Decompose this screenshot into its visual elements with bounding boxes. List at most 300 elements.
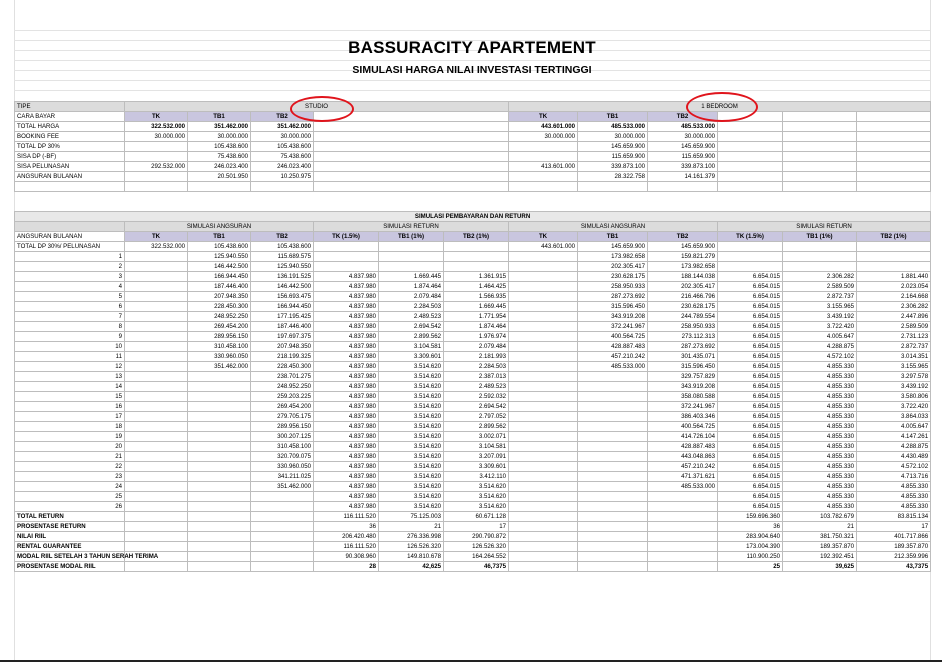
- table-cell: 1.874.464: [444, 322, 509, 332]
- table-cell: 273.112.313: [648, 332, 718, 342]
- table-cell: 4.837.980: [314, 442, 379, 452]
- table-cell: 6.654.015: [718, 342, 783, 352]
- table-cell: 248.952.250: [251, 382, 314, 392]
- spacer-cell: [857, 162, 931, 172]
- table-cell: [509, 442, 578, 452]
- table-cell: 4.572.102: [783, 352, 857, 362]
- table-cell: 6.654.015: [718, 292, 783, 302]
- table-cell: 166.944.450: [188, 272, 251, 282]
- table-row: [15, 392, 931, 402]
- bedroom-value: [509, 142, 578, 152]
- row-label: 7: [15, 312, 125, 322]
- summary-value: 25: [718, 562, 783, 572]
- bedroom-value: 485.533.000: [648, 122, 718, 132]
- studio-header: STUDIO: [125, 102, 509, 112]
- table-cell: 4.855.330: [783, 482, 857, 492]
- table-cell: 1.771.954: [444, 312, 509, 322]
- table-cell: 485.533.000: [648, 482, 718, 492]
- table-cell: [188, 442, 251, 452]
- summary-value: 60.671.128: [444, 512, 509, 522]
- highlight-circle-studio: [290, 96, 354, 122]
- table-cell: [509, 362, 578, 372]
- table-cell: [188, 392, 251, 402]
- column-header: TB1: [578, 232, 648, 242]
- spacer-cell: [509, 542, 578, 552]
- studio-value: 322.532.000: [125, 122, 188, 132]
- studio-value: 351.462.000: [251, 122, 314, 132]
- table-cell: 146.442.500: [188, 262, 251, 272]
- row-label: 4: [15, 282, 125, 292]
- table-cell: 197.697.375: [251, 332, 314, 342]
- table-cell: [125, 382, 188, 392]
- table-cell: 330.960.050: [188, 352, 251, 362]
- table-cell: 3.439.192: [783, 312, 857, 322]
- table-cell: 6.654.015: [718, 352, 783, 362]
- table-cell: 414.726.104: [648, 432, 718, 442]
- table-cell: 329.757.829: [648, 372, 718, 382]
- spacer-cell: [578, 532, 648, 542]
- bedroom-value: TK: [509, 112, 578, 122]
- row-label: 22: [15, 462, 125, 472]
- table-cell: 3.014.351: [857, 352, 931, 362]
- spacer-cell: [251, 532, 314, 542]
- section-title-row: [15, 212, 931, 222]
- summary-label: MODAL RIIL SETELAH 3 TAHUN SERAH TERIMA: [15, 552, 125, 562]
- row-label: 12: [15, 362, 125, 372]
- table-cell: 6.654.015: [718, 282, 783, 292]
- table-cell: 4.005.647: [783, 332, 857, 342]
- summary-value: 17: [857, 522, 931, 532]
- table-cell: 6.654.015: [718, 422, 783, 432]
- table-cell: 6.654.015: [718, 392, 783, 402]
- table-cell: 3.514.620: [444, 502, 509, 512]
- table-row: [15, 282, 931, 292]
- spacer-cell: [15, 182, 125, 192]
- studio-value: 105.438.600: [188, 142, 251, 152]
- table-cell: [509, 322, 578, 332]
- table-cell: 2.694.542: [444, 402, 509, 412]
- table-cell: [509, 262, 578, 272]
- spacer-cell: [783, 122, 857, 132]
- table-row: [15, 292, 931, 302]
- table-cell: [188, 382, 251, 392]
- spacer-cell: [578, 512, 648, 522]
- table-cell: 2.447.896: [857, 312, 931, 322]
- spacer-cell: [125, 182, 188, 192]
- row-label: 6: [15, 302, 125, 312]
- table-cell: 287.273.692: [648, 342, 718, 352]
- table-row: [15, 252, 931, 262]
- table-cell: 4.288.875: [783, 342, 857, 352]
- table-cell: 1.669.445: [379, 272, 444, 282]
- table-cell: 3.514.620: [379, 482, 444, 492]
- spacer-cell: [314, 132, 509, 142]
- table-cell: 315.596.450: [648, 362, 718, 372]
- table-cell: 3.514.620: [379, 362, 444, 372]
- column-header: TK (1.5%): [314, 232, 379, 242]
- bedroom-value: 30.000.000: [509, 132, 578, 142]
- table-cell: [125, 422, 188, 432]
- row-label: 9: [15, 332, 125, 342]
- table-cell: 177.195.425: [251, 312, 314, 322]
- studio-value: TB1: [188, 112, 251, 122]
- column-header: TB1 (1%): [379, 232, 444, 242]
- spacer-cell: [509, 182, 578, 192]
- table-cell: [125, 472, 188, 482]
- table-cell: 3.104.581: [444, 442, 509, 452]
- table-cell: [188, 502, 251, 512]
- table-cell: [509, 392, 578, 402]
- table-row: [15, 332, 931, 342]
- row-label: 19: [15, 432, 125, 442]
- table-cell: [188, 422, 251, 432]
- table-cell: [314, 252, 379, 262]
- table-cell: 2.023.054: [857, 282, 931, 292]
- table-cell: 2.872.737: [783, 292, 857, 302]
- table-cell: 4.855.330: [783, 372, 857, 382]
- table-cell: [578, 452, 648, 462]
- summary-row: [15, 562, 931, 572]
- table-cell: 4.837.980: [314, 312, 379, 322]
- table-cell: 4.288.875: [857, 442, 931, 452]
- table-cell: 4.855.330: [783, 402, 857, 412]
- table-cell: 2.731.123: [857, 332, 931, 342]
- table-cell: [125, 442, 188, 452]
- spacer-cell: [648, 562, 718, 572]
- table-cell: [188, 432, 251, 442]
- table-cell: [718, 242, 783, 252]
- spacer-cell: [783, 162, 857, 172]
- table-cell: [188, 492, 251, 502]
- summary-row: [15, 542, 931, 552]
- column-header: TB2: [648, 232, 718, 242]
- table-cell: [509, 252, 578, 262]
- bedroom-value: 115.659.900: [578, 152, 648, 162]
- row-label: 10: [15, 342, 125, 352]
- bedroom-value: 443.601.000: [509, 122, 578, 132]
- sim-angsuran-header: SIMULASI ANGSURAN: [509, 222, 718, 232]
- bedroom-value: 339.873.100: [578, 162, 648, 172]
- table-cell: 187.446.400: [188, 282, 251, 292]
- table-cell: 443.048.863: [648, 452, 718, 462]
- summary-value: 149.810.678: [379, 552, 444, 562]
- table-cell: 125.940.550: [188, 252, 251, 262]
- studio-value: 246.023.400: [251, 162, 314, 172]
- studio-value: 246.023.400: [188, 162, 251, 172]
- page-subtitle: SIMULASI HARGA NILAI INVESTASI TERTINGGI: [352, 64, 592, 76]
- spacer-cell: [857, 122, 931, 132]
- table-cell: [718, 252, 783, 262]
- column-header: TK (1.5%): [718, 232, 783, 242]
- table-row: [15, 262, 931, 272]
- table-cell: 310.458.100: [251, 442, 314, 452]
- spacer-cell: [718, 132, 783, 142]
- table-cell: 4.837.980: [314, 392, 379, 402]
- summary-value: 189.357.870: [857, 542, 931, 552]
- spacer-cell: [125, 512, 188, 522]
- table-cell: [125, 432, 188, 442]
- studio-value: 10.250.975: [251, 172, 314, 182]
- table-row: [15, 462, 931, 472]
- table-cell: 2.694.542: [379, 322, 444, 332]
- summary-value: 110.900.250: [718, 552, 783, 562]
- spacer-cell: [718, 152, 783, 162]
- bedroom-value: 28.322.758: [578, 172, 648, 182]
- table-cell: [188, 472, 251, 482]
- bedroom-value: 14.161.379: [648, 172, 718, 182]
- summary-row: [15, 552, 931, 562]
- price-table: [14, 101, 931, 192]
- table-cell: [509, 382, 578, 392]
- table-cell: 4.855.330: [783, 462, 857, 472]
- spacer-cell: [718, 182, 783, 192]
- table-cell: [578, 472, 648, 482]
- summary-row: [15, 512, 931, 522]
- table-cell: [125, 302, 188, 312]
- table-row: [15, 352, 931, 362]
- table-row: [15, 482, 931, 492]
- summary-value: 116.111.520: [314, 542, 379, 552]
- row-label: 23: [15, 472, 125, 482]
- table-cell: 4.837.980: [314, 282, 379, 292]
- table-cell: [783, 252, 857, 262]
- column-header: TB2 (1%): [444, 232, 509, 242]
- table-cell: [314, 242, 379, 252]
- summary-value: 401.717.866: [857, 532, 931, 542]
- table-cell: 4.837.980: [314, 302, 379, 312]
- page-title: BASSURACITY APARTEMENT: [348, 38, 596, 57]
- table-cell: [578, 462, 648, 472]
- spacer-cell: [648, 522, 718, 532]
- summary-label: RENTAL GUARANTEE: [15, 542, 125, 552]
- row-label: 20: [15, 442, 125, 452]
- table-cell: 6.654.015: [718, 382, 783, 392]
- table-cell: 115.689.575: [251, 252, 314, 262]
- row-label: 24: [15, 482, 125, 492]
- summary-value: 290.790.872: [444, 532, 509, 542]
- table-cell: 3.514.620: [379, 472, 444, 482]
- table-cell: 4.855.330: [783, 472, 857, 482]
- table-cell: 3.514.620: [379, 432, 444, 442]
- table-cell: 3.412.110: [444, 472, 509, 482]
- spacer-cell: [251, 562, 314, 572]
- summary-value: 46,7375: [444, 562, 509, 572]
- table-cell: 4.837.980: [314, 422, 379, 432]
- table-cell: [857, 242, 931, 252]
- spacer-cell: [648, 552, 718, 562]
- table-cell: 300.207.125: [251, 432, 314, 442]
- table-cell: 2.589.509: [783, 282, 857, 292]
- table-cell: 230.628.175: [578, 272, 648, 282]
- price-row: [15, 112, 931, 122]
- summary-value: 21: [379, 522, 444, 532]
- summary-value: 90.308.960: [314, 552, 379, 562]
- table-cell: 6.654.015: [718, 472, 783, 482]
- table-cell: 289.956.150: [251, 422, 314, 432]
- table-cell: 6.654.015: [718, 332, 783, 342]
- spacer-cell: [509, 532, 578, 542]
- table-cell: 4.837.980: [314, 402, 379, 412]
- table-cell: 4.713.716: [857, 472, 931, 482]
- table-cell: [125, 252, 188, 262]
- table-cell: 207.948.350: [188, 292, 251, 302]
- table-cell: [578, 412, 648, 422]
- table-cell: [125, 482, 188, 492]
- table-cell: 6.654.015: [718, 312, 783, 322]
- gridline: [14, 60, 930, 61]
- table-cell: [509, 372, 578, 382]
- summary-value: 173.004.390: [718, 542, 783, 552]
- spacer-cell: [783, 112, 857, 122]
- table-cell: [509, 462, 578, 472]
- section-subheader-row: [15, 222, 931, 232]
- sim-return-header: SIMULASI RETURN: [718, 222, 931, 232]
- table-cell: 145.659.900: [648, 242, 718, 252]
- table-cell: [125, 372, 188, 382]
- table-cell: [509, 312, 578, 322]
- table-cell: 6.654.015: [718, 442, 783, 452]
- table-cell: [509, 342, 578, 352]
- spacer-cell: [188, 542, 251, 552]
- table-cell: 188.144.038: [648, 272, 718, 282]
- spacer-cell: [188, 182, 251, 192]
- summary-value: 36: [314, 522, 379, 532]
- table-cell: [783, 242, 857, 252]
- table-cell: 4.855.330: [857, 502, 931, 512]
- table-cell: [125, 402, 188, 412]
- summary-value: 17: [444, 522, 509, 532]
- row-label: 8: [15, 322, 125, 332]
- row-label: 5: [15, 292, 125, 302]
- table-cell: [578, 432, 648, 442]
- table-cell: 2.181.993: [444, 352, 509, 362]
- highlight-circle-bedroom: [686, 92, 758, 122]
- table-cell: 216.466.796: [648, 292, 718, 302]
- table-cell: 2.899.562: [444, 422, 509, 432]
- bedroom-value: 115.659.900: [648, 152, 718, 162]
- table-cell: 2.387.013: [444, 372, 509, 382]
- table-cell: 287.273.692: [578, 292, 648, 302]
- spacer-cell: [509, 552, 578, 562]
- sim-return-header: SIMULASI RETURN: [314, 222, 509, 232]
- row-label: SISA PELUNASAN: [15, 162, 125, 172]
- studio-value: 105.438.600: [251, 142, 314, 152]
- table-cell: 2.164.668: [857, 292, 931, 302]
- table-cell: [444, 252, 509, 262]
- table-row: [15, 382, 931, 392]
- spacer-cell: [648, 542, 718, 552]
- table-cell: [718, 262, 783, 272]
- studio-value: 30.000.000: [188, 132, 251, 142]
- spacer-cell: [125, 532, 188, 542]
- table-cell: 4.855.330: [783, 452, 857, 462]
- table-cell: 105.438.600: [188, 242, 251, 252]
- row-label: 13: [15, 372, 125, 382]
- tipe-row: [15, 102, 931, 112]
- table-row: [15, 302, 931, 312]
- row-label: 21: [15, 452, 125, 462]
- table-cell: 2.284.503: [379, 302, 444, 312]
- simulation-table: [14, 211, 931, 572]
- table-cell: 343.919.208: [578, 312, 648, 322]
- table-cell: 2.872.737: [857, 342, 931, 352]
- table-cell: [578, 502, 648, 512]
- table-cell: 372.241.967: [648, 402, 718, 412]
- table-cell: 289.956.150: [188, 332, 251, 342]
- row-label: 17: [15, 412, 125, 422]
- spacer-cell: [251, 542, 314, 552]
- table-cell: [578, 442, 648, 452]
- summary-value: 75.125.003: [379, 512, 444, 522]
- table-cell: 173.982.658: [648, 262, 718, 272]
- summary-value: 212.359.996: [857, 552, 931, 562]
- table-cell: 6.654.015: [718, 492, 783, 502]
- table-cell: 244.789.554: [648, 312, 718, 322]
- gridline: [14, 30, 930, 31]
- table-cell: 166.944.450: [251, 302, 314, 312]
- spacer-cell: [251, 522, 314, 532]
- spacer-cell: [314, 162, 509, 172]
- table-cell: 3.002.071: [444, 432, 509, 442]
- table-cell: 443.601.000: [509, 242, 578, 252]
- table-cell: 2.592.032: [444, 392, 509, 402]
- table-cell: 2.306.282: [783, 272, 857, 282]
- table-cell: 156.693.475: [251, 292, 314, 302]
- spacer-cell: [251, 552, 314, 562]
- table-cell: [125, 312, 188, 322]
- table-cell: 315.596.450: [578, 302, 648, 312]
- spacer-cell: [188, 562, 251, 572]
- table-cell: 4.837.980: [314, 482, 379, 492]
- spacer-cell: [125, 542, 188, 552]
- row-label: TOTAL HARGA: [15, 122, 125, 132]
- column-header-row: [15, 232, 931, 242]
- table-cell: [509, 272, 578, 282]
- table-cell: 3.514.620: [444, 482, 509, 492]
- summary-label: TOTAL RETURN: [15, 512, 125, 522]
- spacer-cell: [188, 522, 251, 532]
- table-cell: 310.458.100: [188, 342, 251, 352]
- spacer-cell: [648, 532, 718, 542]
- summary-value: 189.357.870: [783, 542, 857, 552]
- bedroom-value: [509, 172, 578, 182]
- summary-value: 126.526.320: [444, 542, 509, 552]
- table-cell: 6.654.015: [718, 402, 783, 412]
- table-cell: 4.837.980: [314, 412, 379, 422]
- table-cell: 1.361.915: [444, 272, 509, 282]
- studio-value: [125, 152, 188, 162]
- table-cell: 269.454.200: [251, 402, 314, 412]
- table-cell: 3.514.620: [379, 452, 444, 462]
- spacer-cell: [188, 552, 251, 562]
- gridline: [14, 80, 930, 81]
- table-cell: 248.952.250: [188, 312, 251, 322]
- table-cell: 4.855.330: [783, 492, 857, 502]
- row-label: CARA BAYAR: [15, 112, 125, 122]
- table-cell: [857, 262, 931, 272]
- row-label: 3: [15, 272, 125, 282]
- spacer-cell: [578, 522, 648, 532]
- table-cell: 4.837.980: [314, 432, 379, 442]
- spacer-cell: [783, 182, 857, 192]
- summary-label: PROSENTASE RETURN: [15, 522, 125, 532]
- row-label: 25: [15, 492, 125, 502]
- table-cell: 3.514.620: [379, 372, 444, 382]
- table-row: [15, 452, 931, 462]
- table-cell: 4.855.330: [857, 482, 931, 492]
- row-label: TOTAL DP 30%: [15, 142, 125, 152]
- table-cell: [188, 452, 251, 462]
